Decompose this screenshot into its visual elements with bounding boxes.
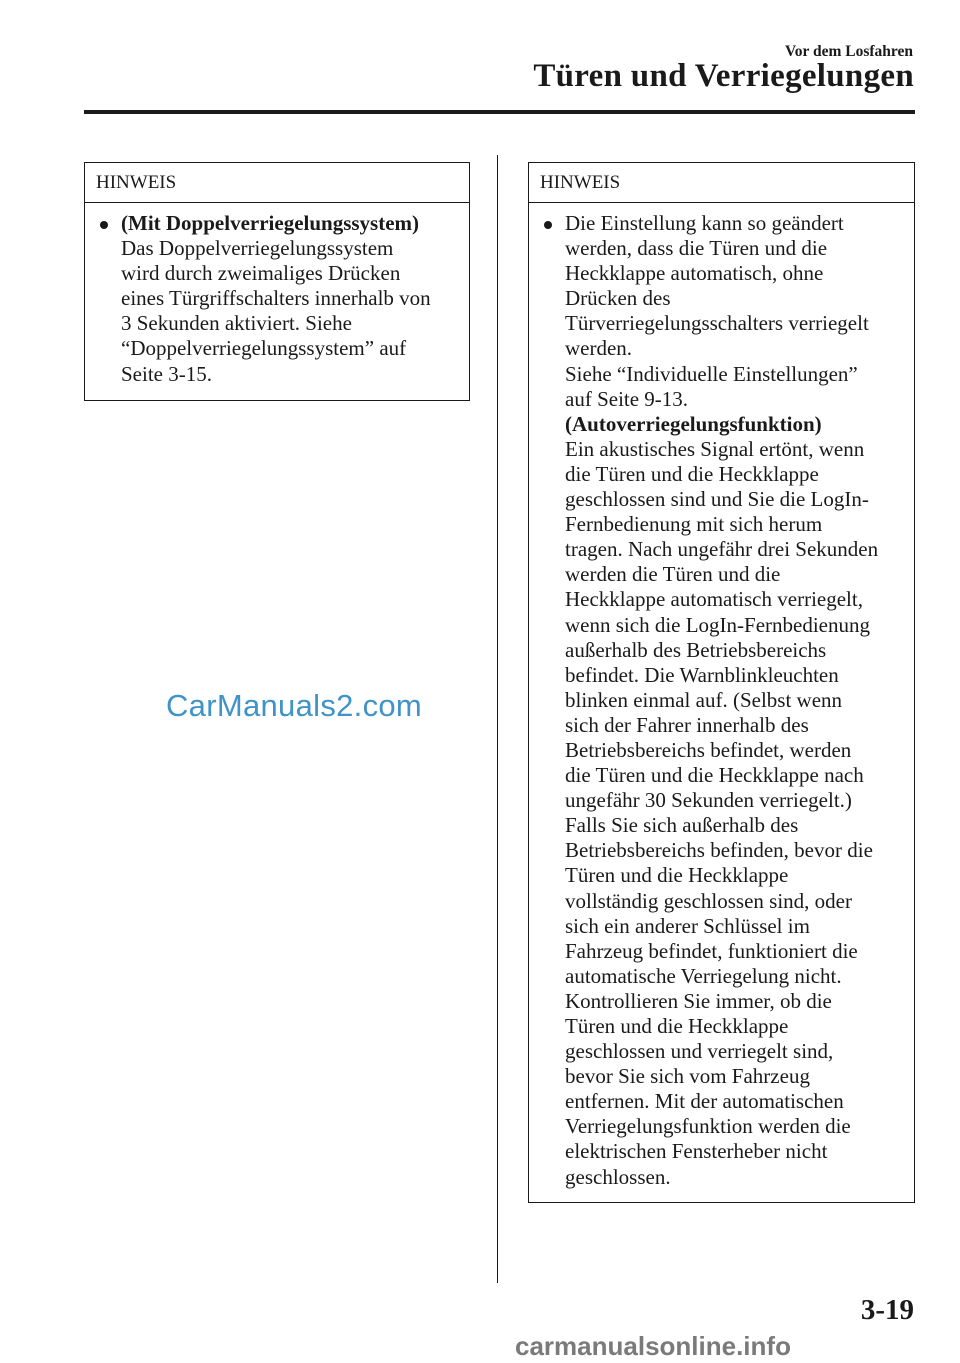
- watermark-logo: CarManuals2.com: [166, 688, 423, 723]
- body-line: geschlossen sind und Sie die LogIn-: [565, 487, 869, 512]
- body-line: Die Einstellung kann so geändert: [565, 211, 844, 235]
- body-line: Verriegelungsfunktion werden die: [565, 1114, 851, 1139]
- body-line: eines Türgriffschalters innerhalb von: [121, 286, 431, 311]
- body-line: werden die Türen und die: [565, 562, 781, 587]
- body-line: Falls Sie sich außerhalb des: [565, 813, 799, 838]
- body-line: Betriebsbereichs befinden, bevor die: [565, 838, 873, 863]
- note-heading: HINWEIS: [529, 163, 914, 203]
- note-box-left: [84, 162, 470, 401]
- body-line: tragen. Nach ungefähr drei Sekunden: [565, 537, 879, 562]
- body-line: die Türen und die Heckklappe: [565, 461, 819, 486]
- body-line: “Doppelverriegelungssystem” auf: [121, 336, 407, 361]
- body-line: ungefähr 30 Sekunden verriegelt.): [565, 788, 852, 813]
- body-line: Betriebsbereichs befindet, werden: [565, 737, 852, 762]
- body-line: sich der Fahrer innerhalb des: [565, 712, 809, 737]
- body-line: automatische Verriegelung nicht.: [565, 963, 842, 988]
- note-body: [565, 437, 908, 1190]
- body-line: Fernbedienung mit sich herum: [565, 512, 823, 537]
- footer-url: carmanualsonline.info: [515, 1331, 791, 1361]
- body-line: sich ein anderer Schlüssel im: [565, 913, 810, 938]
- section-label: Vor dem Losfahren: [784, 43, 913, 60]
- bullet-icon: [100, 221, 108, 229]
- chapter-title: Türen und Verriegelungen: [533, 58, 914, 94]
- header-rule: [84, 110, 915, 114]
- body-line: Heckklappe automatisch verriegelt,: [565, 587, 863, 612]
- body-line: Kontrollieren Sie immer, ob die: [565, 988, 832, 1013]
- body-line: vollständig geschlossen sind, oder: [565, 888, 852, 913]
- note-heading: HINWEIS: [85, 163, 469, 203]
- note-item: [85, 203, 469, 387]
- body-line: Türen und die Heckklappe: [565, 863, 789, 888]
- body-line: werden, dass die Türen und die: [565, 236, 828, 261]
- body-line: Türen und die Heckklappe: [565, 1014, 789, 1038]
- body-line: Das Doppelverriegelungssystem: [121, 236, 394, 261]
- body-line: bevor Sie sich vom Fahrzeug: [565, 1064, 810, 1089]
- body-line: auf Seite 9-13.: [565, 386, 689, 411]
- body-line: wenn sich die LogIn-Fernbedienung: [565, 612, 871, 637]
- body-line: Heckklappe automatisch, ohne: [565, 261, 824, 286]
- note-item: [529, 203, 914, 1190]
- body-line: die Türen und die Heckklappe nach: [565, 763, 864, 788]
- body-line: Türverriegelungsschalters verriegelt: [565, 311, 869, 336]
- column-divider: [497, 155, 498, 1283]
- body-line: 3 Sekunden aktiviert. Siehe: [121, 311, 352, 336]
- body-line: Drücken des: [565, 286, 671, 311]
- body-line: außerhalb des Betriebsbereichs: [565, 637, 827, 662]
- body-line: geschlossen und verriegelt sind,: [565, 1039, 834, 1064]
- note-body: [121, 236, 463, 387]
- body-line: Ein akustisches Signal ertönt, wenn: [565, 436, 865, 461]
- page-number: 3-19: [860, 1294, 914, 1326]
- note-box-right: [528, 162, 915, 1203]
- note-bold-title: (Mit Doppelverriegelungssystem): [121, 211, 420, 235]
- body-line: befindet. Die Warnblinkleuchten: [565, 662, 839, 687]
- body-line: elektrischen Fensterheber nicht: [565, 1139, 828, 1164]
- body-line: werden.: [565, 336, 633, 361]
- note-body: [565, 211, 908, 412]
- body-line: geschlossen.: [565, 1164, 671, 1189]
- note-bold-title: (Autoverriegelungsfunktion): [565, 411, 822, 436]
- body-line: wird durch zweimaliges Drücken: [121, 261, 401, 286]
- body-line: blinken einmal auf. (Selbst wenn: [565, 687, 843, 712]
- body-line: Seite 3-15.: [121, 361, 212, 386]
- bullet-icon: [544, 221, 552, 229]
- body-line: Fahrzeug befindet, funktioniert die: [565, 938, 858, 963]
- body-line: entfernen. Mit der automatischen: [565, 1089, 844, 1114]
- body-line: Siehe “Individuelle Einstellungen”: [565, 361, 858, 386]
